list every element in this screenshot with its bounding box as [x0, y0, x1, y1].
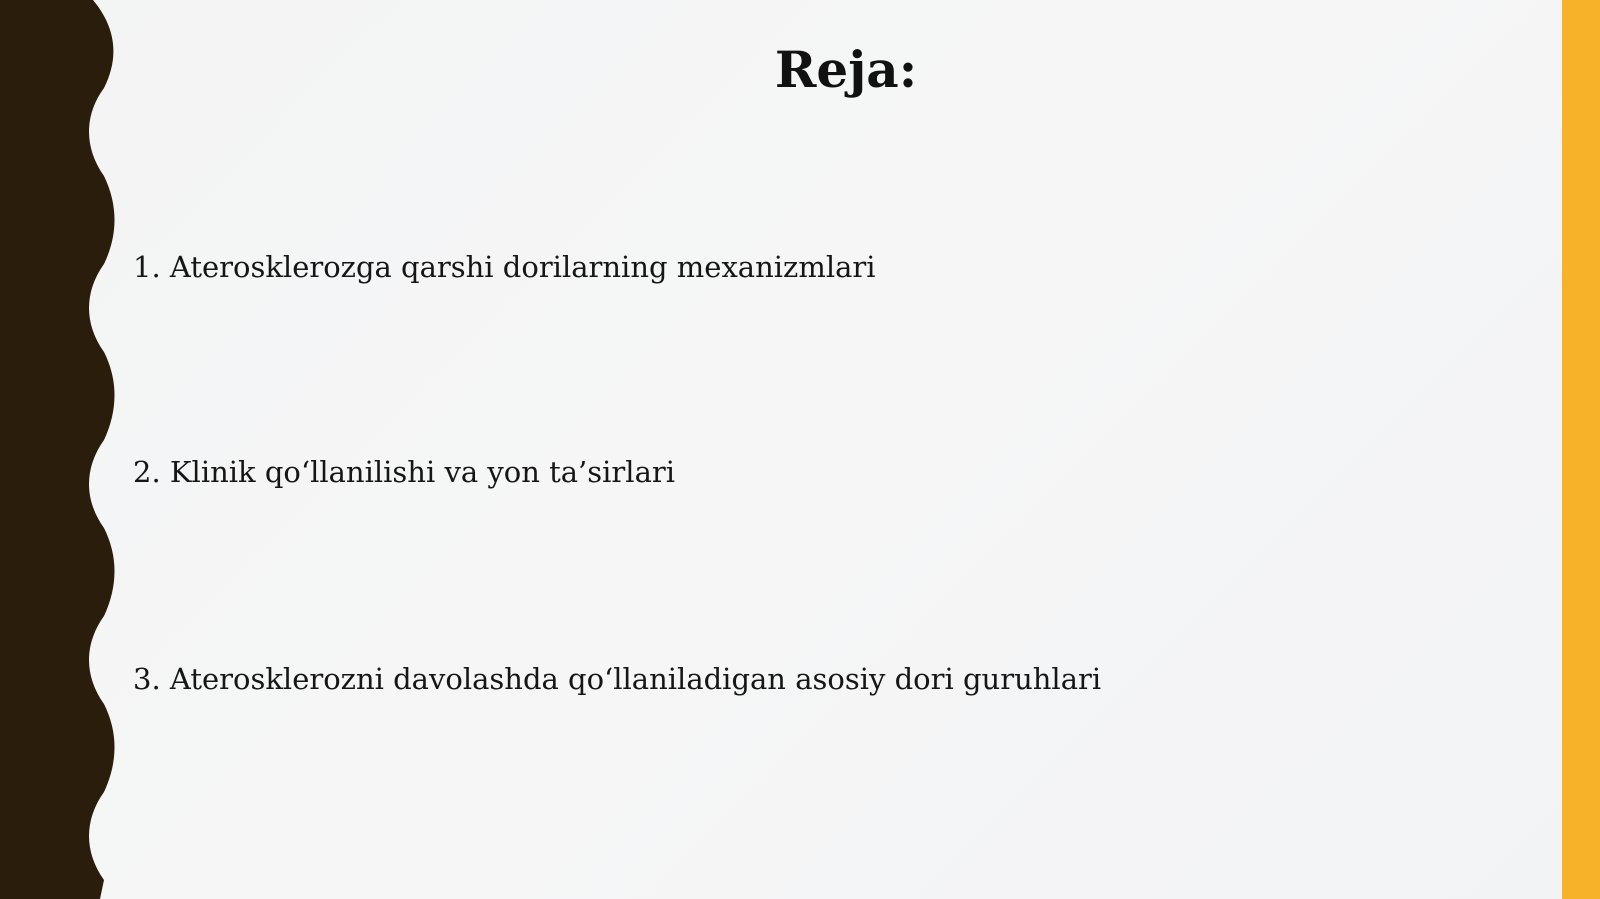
plan-item-2: 2. Klinik qo‘llanilishi va yon ta’sirlari: [133, 455, 675, 489]
wave-band-decoration: [0, 0, 130, 899]
plan-item-3: 3. Aterosklerozni davolashda qo‘llaniladigan asosiy dori guruhlari: [133, 662, 1102, 696]
slide-title: Reja:: [774, 40, 918, 99]
plan-item-1: 1. Aterosklerozga qarshi dorilarning mexanizmlari: [133, 250, 876, 284]
accent-stripe: [1562, 0, 1600, 899]
